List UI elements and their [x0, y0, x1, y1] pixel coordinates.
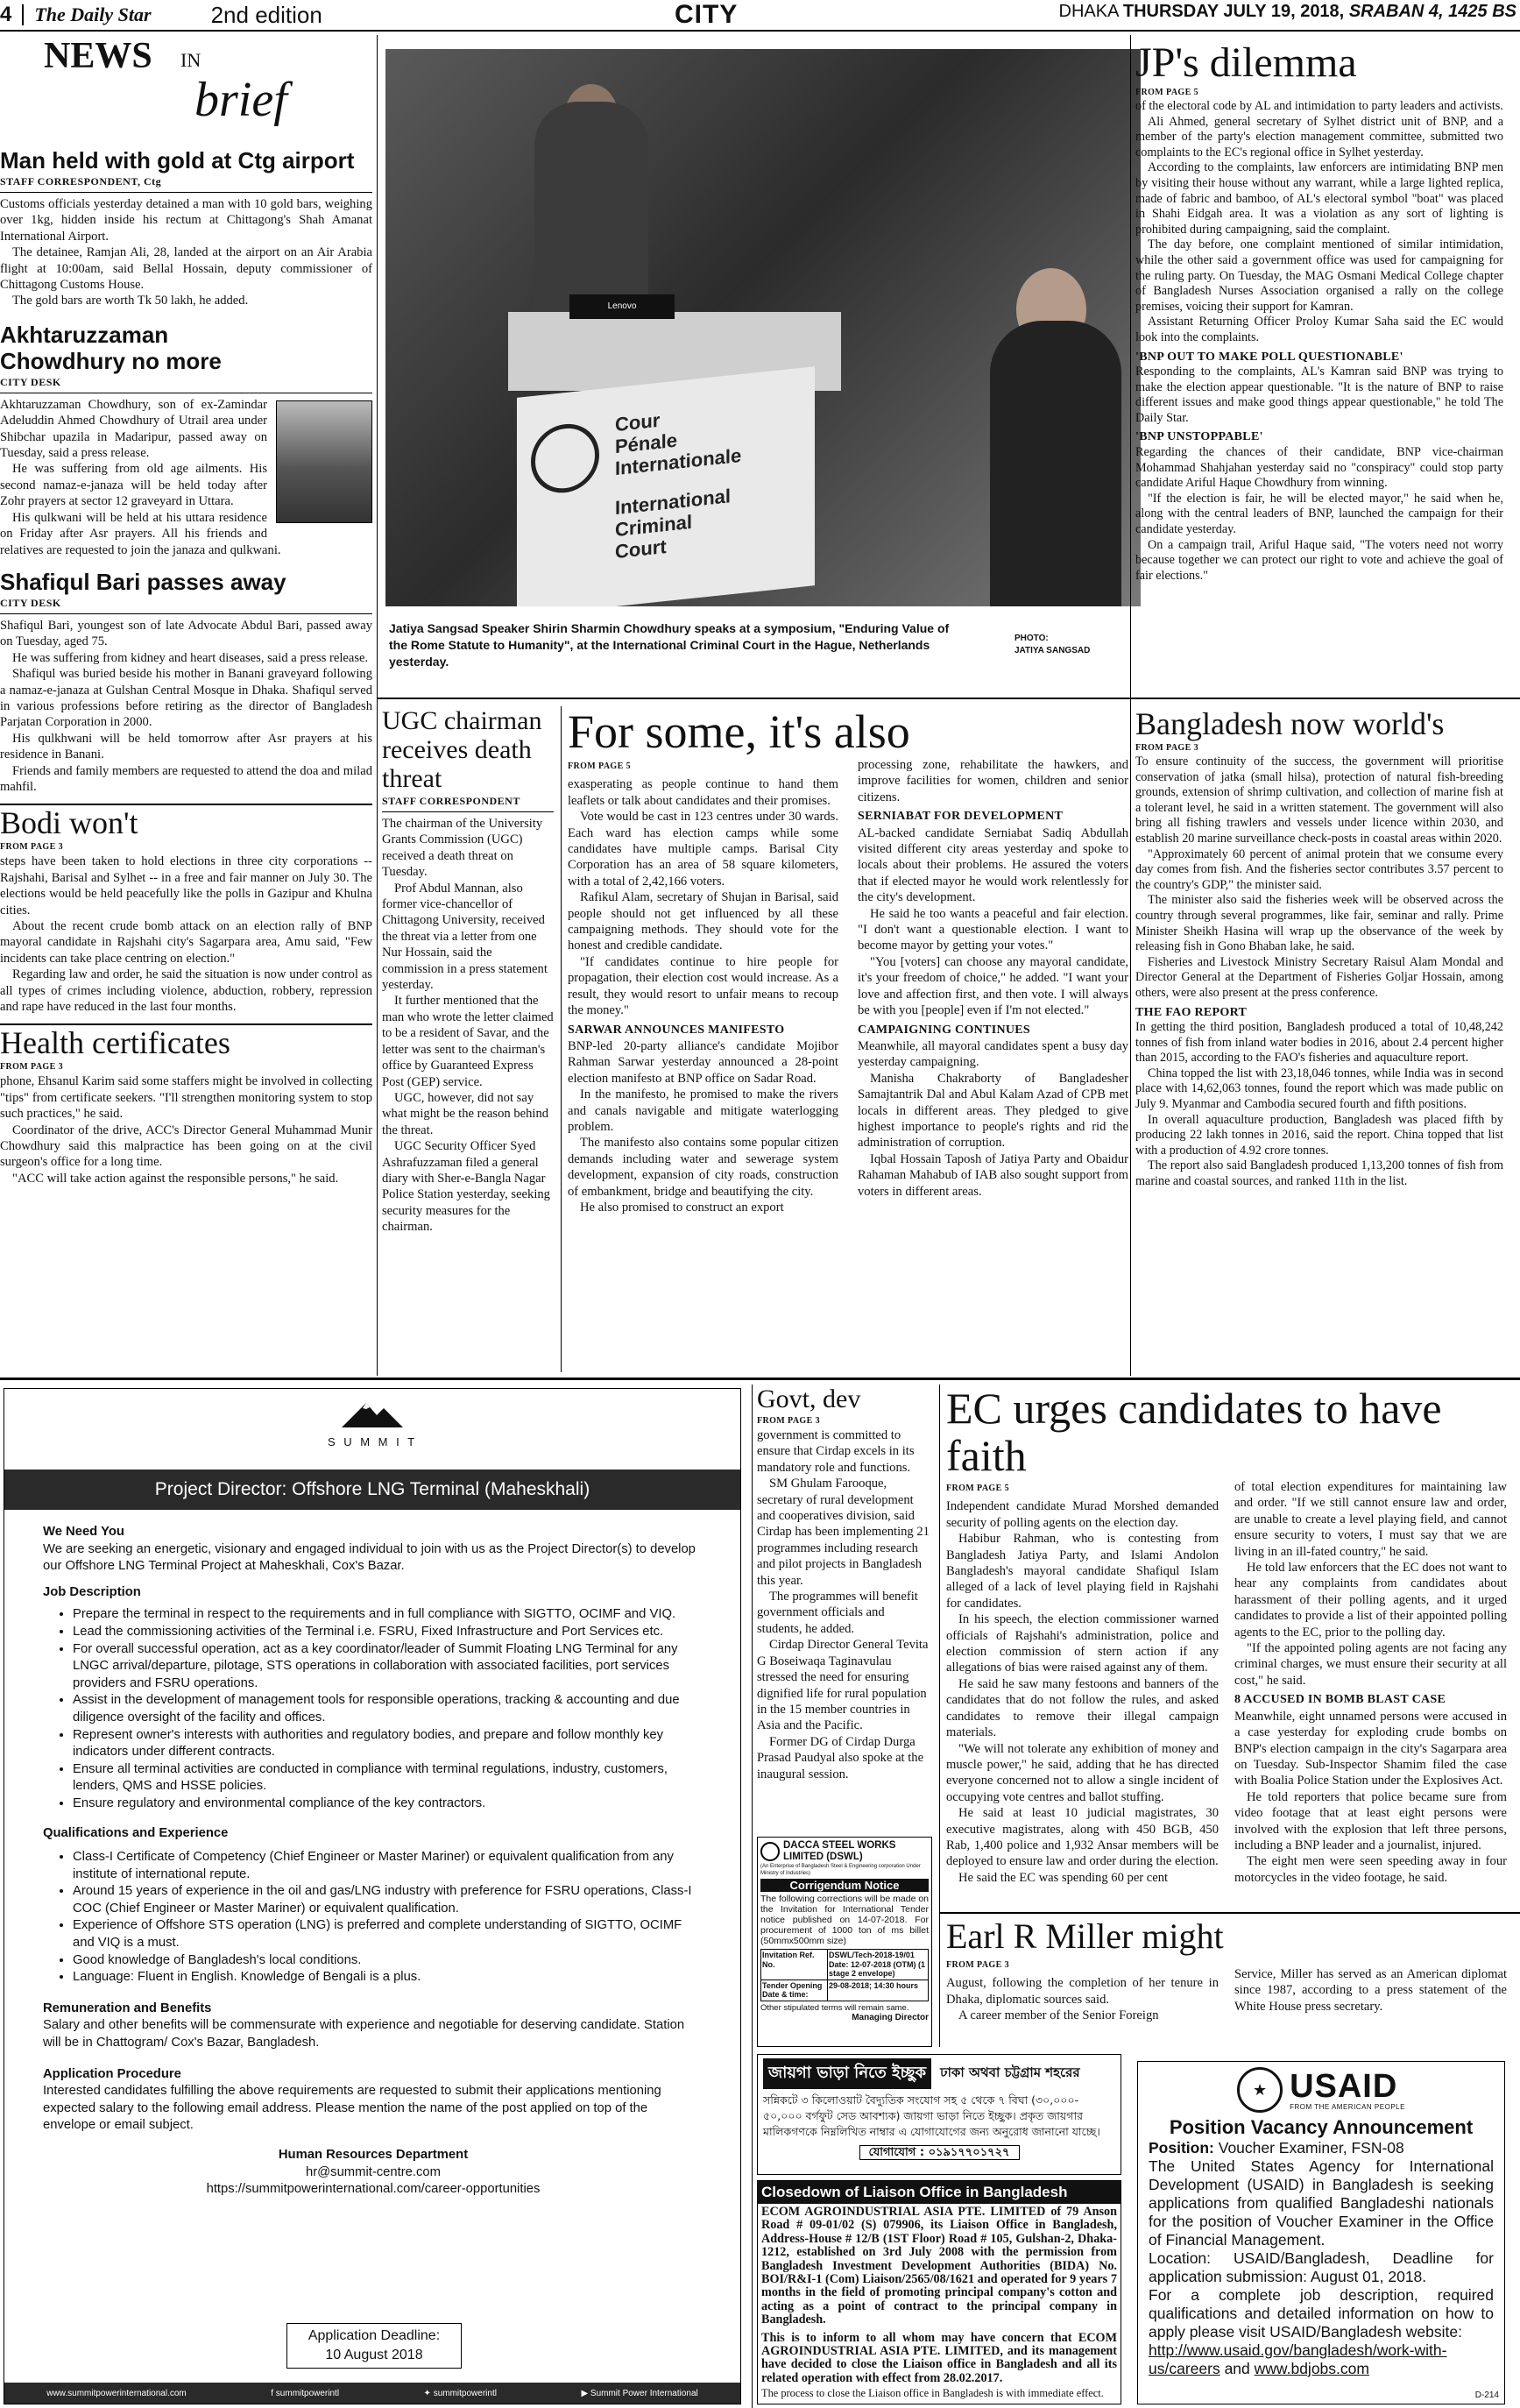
liaison-closedown-ad — [757, 2180, 1121, 2404]
land-rent-line: মালিকগণকে নিম্নলিখিত নাম্বার এ যোগাযোগের জন্য অনুরোধ জানানো যাচ্ছে। — [763, 2125, 1100, 2138]
summit-wordmark: S U M M I T — [327, 1435, 418, 1448]
ec-headline: EC urges candidates to have faith — [946, 1385, 1442, 1480]
paragraph: AL-backed candidate Serniabat Sadiq Abdullah visited different city areas yesterday and spoke to locals about their problems. He assured the voters that if elected mayor he would work relentlessly for the city's development. — [858, 825, 1128, 905]
for-some-col-2 — [858, 757, 1128, 1215]
subhead: 8 ACCUSED IN BOMB BLAST CASE — [1234, 1693, 1446, 1707]
dswl-row-date — [760, 1980, 929, 2001]
liaison-title: Closedown of Liaison Office in Bangladesh — [758, 2181, 1121, 2204]
usaid-title: Position Vacancy Announcement — [1169, 2116, 1474, 2138]
section-rule — [940, 1912, 1520, 1914]
paragraph: He told law enforcers that the EC does not want to hear any complaints from candidates about harassment of their polling agents, and it urged candidates to provide a list of their appointed polling agents to the EC, prior to the polling day. — [1234, 1561, 1507, 1640]
ec-columns — [946, 1479, 1507, 1886]
usaid-body — [1149, 2139, 1494, 2378]
list-item: • Lead the commissioning activities of the Terminal i.e. FSRU, Fixed Infrastructure and Port Services etc. — [73, 1624, 703, 1641]
list-item: • Represent owner's interests with authorities and regulatory bodies, and prepare and follow monthly key indicators under different contracts. — [73, 1727, 703, 1761]
jp-from-page: FROM PAGE 5 — [1135, 88, 1198, 97]
brief-1-headline: Man held with gold at Ctg airport — [0, 147, 355, 174]
paragraph: In the manifesto, he promised to make the rivers and canals navigable and mitigate waterlogging problem. — [568, 1087, 838, 1134]
health-body — [0, 1073, 372, 1186]
summit-job-ad — [4, 1388, 741, 2404]
paragraph: The eight men were seen speeding away in four motorcycles in the video footage, he said. — [1234, 1854, 1507, 1885]
paragraph: government is committed to ensure that Cirdap excels in its mandatory role and functions. — [757, 1428, 915, 1475]
dswl-ref-value: DSWL/Tech-2018-19/01 Date: 12-07-2018 (OTM) (1 stage 2 envelope) — [829, 1951, 926, 1978]
date: THURSDAY JULY 19, 2018, — [1122, 2, 1345, 21]
paragraph: Manisha Chakraborty of Bangladesher Samajtantrik Dal and Abul Kalam Azad of CPB met locals in different areas. They pledged to give highest importance to people's rights and rid the administration of corruption. — [858, 1071, 1128, 1151]
ugc-body — [382, 816, 554, 1236]
masthead-left — [0, 0, 377, 30]
paragraph: of the electoral code by AL and intimidation to party leaders and activists. — [1135, 99, 1503, 113]
bangladesh-from-page: FROM PAGE 3 — [1135, 743, 1198, 753]
govt-from-page: FROM PAGE 3 — [757, 1416, 820, 1426]
paragraph: For a complete job description, required qualifications and detailed information on how to apply please visit USAID/Bangladesh website: — [1149, 2286, 1494, 2341]
paragraph: In overall aquaculture production, Bangladesh was placed fifth by producing 22 lakh tonnes in 2016, said the report. China topped that list with a production of 4.92 crore tonnes. — [1135, 1112, 1503, 1158]
usaid-seal-icon: ★ — [1237, 2067, 1283, 2113]
usaid-wordmark: USAID — [1290, 2067, 1398, 2105]
obituary-photo — [276, 400, 372, 523]
land-rent-line: ৫০,০০০ বর্গফুট সেড আবশ্যক) জায়গা ভাড়া নিতে ইচ্ছুক। প্রকৃত জায়গার — [763, 2109, 1083, 2122]
govt-headline: Govt, dev — [757, 1385, 861, 1413]
paragraph: He also promised to construct an export — [580, 1200, 784, 1215]
sign-text-english: International Criminal Court — [615, 485, 732, 563]
news-in-brief-column — [0, 35, 372, 1376]
list-item: • Ensure all terminal activities are conducted in compliance with terminal regulations, industry, customers, lenders, QMS and HSSE policies. — [73, 1761, 703, 1795]
paragraph: He told reporters that police became sure from video footage that at least eight persons were involved with the explosion that left three persons, including a BNP leader and a journalist, injured. — [1234, 1789, 1507, 1852]
rule — [0, 613, 372, 614]
deadline-box — [286, 2323, 462, 2369]
rule — [0, 192, 372, 193]
land-rent-body — [763, 2093, 1115, 2140]
paragraph: Coordinator of the drive, ACC's Director General Muhammad Munir Chowdhury said this malpractice has been going on at the civil surgeon's office for a long time. — [0, 1123, 372, 1170]
paragraph: Interested candidates fulfilling the above requirements are requested to submit their applications mentioning expected salary to the following email address. Please mention the name of the post applied on top of the envelope or email subject. — [43, 2084, 661, 2133]
health-from-page: FROM PAGE 3 — [0, 1062, 63, 1073]
jp-body — [1135, 99, 1503, 584]
position-value: Voucher Examiner, FSN-08 — [1218, 2139, 1404, 2157]
qual-list — [43, 1849, 703, 1987]
paragraph: BNP-led 20-party alliance's candidate Mojibor Rahman Sarwar yesterday announced a 28-point election manifesto at BNP office on Sadar Road. — [568, 1038, 838, 1086]
dswl-tagline: (An Enterprise of Bangladesh Steel & Engineering corporation Under Ministry of Industries) — [760, 1864, 921, 1876]
subhead: SARWAR ANNOUNCES MANIFESTO — [568, 1023, 785, 1037]
land-rent-phone[interactable]: যোগাযোগ : ০১৯১৭৭০১৭২৭ — [859, 2145, 1020, 2160]
earl-col-2 — [1234, 1956, 1507, 2024]
health-headline: Health certificates — [0, 1025, 230, 1061]
brief-3-byline: CITY DESK — [0, 596, 61, 609]
brief-2-byline: CITY DESK — [0, 375, 61, 388]
paragraph: Prof Abdul Mannan, also former vice-chancellor of Chittagong University, received the threat via a letter from one Nur Hossain, said the commission in a press statement yesterday. — [382, 881, 548, 993]
job-list — [43, 1606, 703, 1812]
jp-dilemma-article — [1135, 40, 1503, 689]
rule — [0, 1023, 372, 1025]
paragraph: We are seeking an energetic, visionary and engaged individual to join with us as the Project Director(s) to develop our Offshore LNG Terminal Project at Maheskhali, Cox's Bazar. — [43, 1541, 696, 1574]
govt-body — [757, 1427, 932, 1782]
brief-3-headline: Shafiqul Bari passes away — [0, 568, 286, 595]
paragraph: August, following the completion of her tenure in Dhaka, diplomatic sources said. — [946, 1976, 1219, 2007]
laptop: Lenovo — [569, 294, 675, 319]
paragraph: Rafikul Alam, secretary of Shujan in Barisal, said people should not get influenced by all these campaigning methods. They should vote for the honest and credible candidate. — [568, 890, 838, 953]
ec-urges-article — [946, 1385, 1507, 1910]
ugc-article — [382, 706, 554, 1372]
paper-name: The Daily Star — [34, 4, 152, 25]
dswl-company: DACCA STEEL WORKS LIMITED (DSWL) — [783, 1840, 896, 1862]
paragraph: Vote would be cast in 123 centres under 30 wards. Each ward has election camps while some candidates have multiple camps. Barisal City Corporation has an area of 58 square kilometers, with a total of 2,42,166 voters. — [568, 810, 838, 889]
paragraph: The report also said Bangladesh produced 1,13,200 tonnes of fish from marine and coastal sources, and ranked 11th in the list. — [1135, 1158, 1503, 1189]
column-rule — [752, 1385, 753, 2408]
list-item: • Prepare the terminal in respect to the requirements and in full compliance with SIGTTO, OCIMF and VIQ. — [73, 1606, 703, 1624]
land-rent-city: ঢাকা অথবা চট্টগ্রাম শহরের — [940, 2065, 1080, 2080]
usaid-url[interactable]: http://www.usaid.gov/bangladesh/work-with-us/careers — [1149, 2341, 1447, 2377]
paragraph: The detainee, Ramjan Ali, 28, landed at the airport on an Air Arabia flight at 10:00am, said Bellal Hossain, deputy commissioner of Chittagong Customs House. — [0, 245, 372, 293]
paragraph: steps have been taken to hold elections in three city corporations -- Rajshahi, Barisal and Sylhet -- in a free and fair manner on July 30. The elections would be held peacefully like the polls in Gazipur and Khulna cities. — [0, 854, 372, 917]
paragraph: Habibur Rahman, who is contesting from Bangladesh Jatiya Party, and Islami Andolon Bangladesh's mayoral candidate Shafiqul Islam alleged of a lack of level playing field in Rajshahi for candidates. — [946, 1532, 1219, 1611]
section-heading: Qualifications and Experience — [43, 1825, 229, 1840]
news-in-brief-title — [0, 35, 372, 140]
footer-facebook-handle: summitpowerintl — [275, 2388, 340, 2398]
bangladesh-now-article — [1135, 706, 1503, 1372]
paragraph: This is to inform to all whom may have concern that ECOM AGROINDUSTRIAL ASIA PTE. LIMITED, and its management have decided to close the Liaison office in Bangladesh and all its related operation with effect from 28.02.2017. — [761, 2330, 1117, 2385]
man-body — [990, 321, 1121, 606]
paragraph: He said he saw many festoons and banners of the candidates that do not follow the rules, and asked candidates to remove their illegal campaign materials. — [946, 1676, 1219, 1740]
subhead: CAMPAIGNING CONTINUES — [858, 1023, 1030, 1037]
hr-email[interactable]: hr@summit-centre.com — [306, 2164, 441, 2179]
paragraph: "We will not tolerate any exhibition of money and muscle power," he said, adding that he has directed everyone concerned not to allow a single incident of occupying vote centres and ballot stuffing. — [946, 1741, 1219, 1804]
subhead: THE FAO REPORT — [1135, 1005, 1248, 1019]
list-item: • Around 15 years of experience in the oil and gas/LNG industry with preference for FSRU operations, Class-I COC (Chief Engineer or Master Mariner) or equivalent qualification. — [73, 1883, 703, 1917]
paragraph: Friends and family members are requested to attend the doa and milad mahfil. — [0, 763, 372, 794]
from-page: FROM PAGE 3 — [946, 1960, 1009, 1970]
brief-2-body-wrap — [0, 397, 372, 558]
section-heading: Application Procedure — [43, 2066, 181, 2081]
masthead-date — [1059, 2, 1517, 22]
paragraph: Assistant Returning Officer Proloy Kumar Saha said the EC would look into the complaints. — [1135, 315, 1503, 344]
credit-label: PHOTO: — [1015, 634, 1049, 643]
dswl-date-value: 29-08-2018; 14:30 hours — [829, 1980, 919, 1990]
section-heading: Remuneration and Benefits — [43, 2001, 212, 2015]
paragraph: His qulkhwani will be held tomorrow after Asr prayers at his residence in Banani. — [0, 731, 372, 762]
subhead: SERNIABAT FOR DEVELOPMENT — [858, 810, 1064, 824]
subhead: 'BNP OUT TO MAKE POLL QUESTIONABLE' — [1135, 350, 1403, 364]
paragraph: SM Ghulam Farooque, secretary of rural development and cooperatives division, said Cirdap has been implementing 21 programmes including research and pilot projects in Bangladesh this year. — [757, 1477, 930, 1588]
divider — [22, 4, 24, 25]
govt-dev-article — [757, 1385, 932, 1831]
title-in: IN — [180, 49, 201, 71]
paragraph: "If the appointed poling agents are not facing any criminal charges, we must ensure their security at all cost," he said. — [1234, 1641, 1507, 1688]
twitter-icon: ✦ — [423, 2388, 434, 2398]
liaison-body — [758, 2204, 1121, 2403]
paragraph: Shafiqul Bari, youngest son of late Advocate Abdul Bari, passed away on Tuesday, aged 75. — [0, 618, 372, 649]
paragraph: The day before, one complaint mentioned of similar intimidation, while the other said a government office was used for campaigning for the ruling party. On Tuesday, the MAG Osmani Medical College chapter of Bangladesh Nurses Association organised a rally on the college premises, voicing their support for Kamran. — [1135, 237, 1503, 314]
brief-1-byline: STAFF CORRESPONDENT, Ctg — [0, 175, 162, 188]
paragraph: "Approximately 60 percent of animal protein that we consume every day comes from fish. And the fisheries sector contributes 3.57 percent to the country's GDP," the minister said. — [1135, 846, 1503, 892]
list-item: • Experience of Offshore STS operation (LNG) is preferred and complete understanding of SIGTTO, OCIMF and VIQ is a must. — [73, 1917, 703, 1951]
bangladesh-headline: Bangladesh now world's — [1135, 706, 1445, 741]
brief-2-headline: Akhtaruzzaman Chowdhury no more — [0, 321, 222, 374]
rule — [382, 811, 554, 812]
ec-col-1 — [946, 1479, 1219, 1886]
for-some-headline: For some, it's also — [568, 706, 910, 758]
dswl-date-key: Tender Opening Date & time: — [761, 1980, 828, 2001]
subhead: 'BNP UNSTOPPABLE' — [1135, 430, 1263, 444]
bdjobs-url[interactable]: www.bdjobs.com — [1254, 2360, 1369, 2377]
paragraph: The United States Agency for International Development (USAID) in Bangladesh is seeking applications from qualified Bangladeshi nationals for the position of Voucher Examiner in the Office of Financial Management. — [1149, 2157, 1494, 2249]
brief-1-body — [0, 196, 372, 309]
ugc-headline: UGC chairman receives death threat — [382, 706, 542, 793]
paragraph: About the recent crude bomb attack on an election rally of BNP mayoral candidate in Rajshahi city's Sagarpara area, Amu said, "Few incidents can take place centring on election." — [0, 919, 372, 966]
fold-rule — [0, 1378, 1520, 1380]
section-rule — [378, 698, 1520, 699]
bodi-from-page: FROM PAGE 3 — [0, 842, 63, 853]
dswl-ref-key: Invitation Ref. No. — [761, 1950, 828, 1980]
footer-youtube-name: Summit Power International — [590, 2388, 698, 2398]
earl-col-1 — [946, 1956, 1219, 2024]
dswl-header — [760, 1840, 929, 1863]
news-photo — [385, 49, 1141, 606]
bangladesh-body — [1135, 754, 1503, 1190]
paragraph: It further mentioned that the man who wrote the letter claimed to be a resident of Savar, and the letter was sent to the chairman's office by Guaranteed Express Post (GEP) service. — [382, 994, 554, 1089]
paragraph: The programmes will benefit government officials and students, he added. — [757, 1590, 918, 1636]
paragraph: His qulkwani will be held at his uttara residence on Friday after Asr prayers. All his friends and relatives are requested to join the janaza and qulkwani. — [0, 510, 281, 557]
paragraph: Independent candidate Murad Morshed demanded security of polling agents on the election day. — [946, 1499, 1219, 1530]
paragraph: The gold bars are worth Tk 50 lakh, he added. — [12, 294, 249, 308]
paragraph: "ACC will take action against the responsible persons," he said. — [12, 1171, 339, 1186]
list-item: • For overall successful operation, act as a key coordinator/leader of Summit Floating LNG Terminal for any LNGC arrival/departure, pilotage, STS operations in collaboration with associated facilities, port services providers and FSRU operations. — [73, 1641, 703, 1693]
masthead-rule — [0, 30, 1520, 32]
paragraph: "You [voters] can choose any mayoral candidate, it's your freedom of choice," he added. "I want your love and affection first, and then vote. I will always be with you [people] even if I'm not elected." — [858, 954, 1128, 1018]
career-url[interactable]: https://summitpowerinternational.com/career-opportunities — [206, 2182, 541, 2197]
usaid-logo — [1149, 2067, 1494, 2113]
position-label: Position: — [1149, 2139, 1214, 2157]
dswl-logo-icon — [760, 1842, 780, 1861]
land-rent-title: জায়গা ভাড়া নিতে ইচ্ছুক — [763, 2058, 931, 2089]
paragraph: To ensure continuity of the success, the government will prioritise conservation of jatka (small hilsa), protection of natural fish-breeding grounds, extension of shrimp cultivation, and collection of marine fish at a tolerant level, he said in a written statement. The government will also bring all fishing trawlers and vessels under licence within 2030, and establish 20 marine surveillance check-posts in coastal areas within 2020. — [1135, 754, 1503, 846]
summit-footer — [4, 2383, 740, 2404]
section-heading: Job Description — [43, 1584, 141, 1599]
for-some-article — [568, 706, 1128, 1372]
paragraph: Fisheries and Livestock Ministry Secretary Raisul Alam Mondal and Director General at the Department of Fisheries Goljar Hossain, among others, were also present at the press conference. — [1135, 954, 1503, 1000]
ad-code: D-214 — [1474, 2390, 1499, 2400]
list-item: • Ensure regulatory and environmental compliance of the key contractors. — [73, 1795, 703, 1813]
paragraph: "If the election is fair, he will be elected mayor," he said when he, along with the central leaders of BNP, launched the campaign for their candidate yesterday. — [1135, 491, 1503, 537]
for-some-col-1 — [568, 757, 838, 1215]
date-bangla: SRABAN 4, 1425 BS — [1348, 2, 1516, 21]
usaid-vacancy-ad — [1137, 2061, 1505, 2404]
paragraph: UGC, however, did not say what might be the reason behind the threat. — [382, 1090, 549, 1137]
paragraph: The manifesto also contains some popular citizen demands including water and sewerage system development, expansion of city roads, construction of embankment, bridge and beautifying the city. — [568, 1136, 838, 1199]
dswl-row-ref — [760, 1949, 929, 1980]
paragraph: The chairman of the University Grants Commission (UGC) received a death threat on Tuesday. — [382, 817, 543, 880]
paragraph: On a campaign trail, Ariful Haque said, "The voters need not worry because together we can protect our right to vote and achieve the goal of fair elections." — [1135, 537, 1503, 583]
icc-sign — [517, 366, 815, 606]
column-rule — [377, 35, 378, 1376]
dswl-other: Other stipulated terms will remain same. — [760, 2002, 909, 2013]
photo-caption: Jatiya Sangsad Speaker Shirin Sharmin Chowdhury speaks at a symposium, "Enduring Value of the Rome Statute to Humanity", at the International Criminal Court in the Hague, Netherlands yesterday. — [389, 621, 950, 669]
footer-twitter-handle: summitpowerintl — [433, 2388, 497, 2398]
paragraph: UGC Security Officer Syed Ashrafuzzaman filed a general diary with Sher-e-Bangla Nagar Police Station yesterday, seeking security measures for the chairman. — [382, 1139, 550, 1235]
column-rule — [939, 1385, 940, 2047]
paragraph: Shafiqul was buried beside his mother in Banani graveyard following a namaz-e-janaza at Gulshan Central Mosque in Dhaka. Shafiqul served in various professions before retiring as the director of Bangladesh Parjatan Corporation in 2000. — [0, 667, 372, 730]
paragraph: Former DG of Cirdap Durga Prasad Paudyal also spoke at the inaugural session. — [757, 1734, 924, 1781]
land-rent-header — [763, 2058, 1115, 2089]
dswl-sign: Managing Director — [852, 2012, 929, 2022]
paragraph: He was suffering from old age ailments. His second namaz-e-janaza will be held today after Zohr prayers at sector 12 graveyard in Uttara. — [0, 462, 267, 509]
credit-name: JATIYA SANGSAD — [1015, 646, 1091, 655]
hr-contact — [43, 2147, 703, 2199]
list-item: • Class-I Certificate of Competency (Chief Engineer or Master Mariner) or equivalent qualification from any institute of international repute. — [73, 1849, 703, 1883]
paragraph: exasperating as people continue to hand them leaflets or talk about candidates and their promises. — [568, 777, 838, 808]
paragraph: A career member of the Senior Foreign — [958, 2008, 1159, 2023]
usaid-tagline: FROM THE AMERICAN PEOPLE — [1290, 2102, 1405, 2111]
paragraph: In getting the third position, Bangladesh produced a total of 10,48,242 tonnes of fish from inland water bodies in 2016, about 2.4 percent higher than 2015, according to the FAO's fisheries and aquaculture report. — [1135, 1020, 1503, 1066]
paragraph: Iqbal Hossain Taposh of Jatiya Party and Obaidur Rahaman Mahabub of IAB also sought support from voters in different areas. — [858, 1151, 1128, 1199]
summit-logo — [4, 1389, 740, 1470]
summit-title: Project Director: Offshore LNG Terminal (Maheskhali) — [4, 1470, 740, 1510]
paragraph: Meanwhile, eight unnamed persons were accused in a case yesterday for exploding crude bombs on BNP's election campaign in the city's Sagarpara area on Tuesday. Sub-Inspector Shamim filed the case with Boalia Police Station under the Explosives Act. — [1234, 1709, 1507, 1788]
dswl-title: Corrigendum Notice — [760, 1879, 929, 1892]
footer-youtube[interactable] — [581, 2389, 697, 2398]
title-brief: brief — [194, 73, 287, 127]
paragraph: processing zone, rehabilitate the hawkers, and improve facilities for women, children and senior citizens. — [858, 758, 1128, 804]
paragraph: The process to close the Liaison office in Bangladesh is with immediate effect. — [761, 2387, 1104, 2400]
paragraph: ECOM AGROINDUSTRIAL ASIA PTE. LIMITED of 79 Anson Road # 09-01/02 (S) 079906, its Liaison Office in Bangladesh, Address-House # 12/B (1ST Floor) Road # 105, Gulshan-2, Dhaka-1212, established on 3rd July 2008 with the permission from Bangladesh Investment Development Authorities (BIDA) No. BOI/R&I-1 (Com) Liaison/2565/08/1621 and operated for 9 years 7 months in the field of promoting principal company's cotton and acting as a point of contract to the principal company in Bangladesh. — [761, 2205, 1117, 2327]
deadline-label: Application Deadline: — [308, 2328, 441, 2343]
column-rule — [1130, 35, 1131, 1376]
mountain-icon — [342, 1401, 403, 1427]
footer-twitter[interactable] — [424, 2389, 497, 2398]
paragraph: Responding to the complaints, AL's Kamran said BNP was trying to make the election appear questionable. "It is the nature of BNP to raise different issues and make good things appear questionable," he told The Daily Star. — [1135, 365, 1503, 425]
edition: 2nd edition — [210, 1, 322, 28]
bodi-body — [0, 853, 372, 1015]
ugc-byline: STAFF CORRESPONDENT — [382, 795, 520, 807]
title-news: NEWS — [44, 36, 152, 76]
paragraph: Ali Ahmed, general secretary of Sylhet district unit of BNP, and a member of the party's election management committee, submitted two complaints to the EC's regional office in Sylhet yesterday. — [1135, 114, 1503, 159]
deadline-date: 10 August 2018 — [325, 2348, 423, 2362]
land-rent-line: সন্নিকটে ৩ কিলোওয়াট বৈদ্যুতিক সংযোগ সহ ৫ থেকে ৭ বিঘা (৩০,০০০- — [763, 2093, 1079, 2107]
footer-facebook[interactable] — [271, 2389, 339, 2398]
jp-headline: JP's dilemma — [1135, 40, 1357, 86]
list-item: • Language: Fluent in English. Knowledge of Bengali is a plus. — [73, 1969, 703, 1987]
list-item: • Assist in the development of management tools for responsible operations, tracking & accounting and due diligence oversight of the facility and offices. — [73, 1692, 703, 1726]
youtube-icon: ▶ — [581, 2388, 590, 2398]
earl-columns — [946, 1956, 1507, 2024]
from-page: FROM PAGE 5 — [568, 761, 631, 771]
facebook-icon: f — [271, 2388, 276, 2398]
paragraph: China topped the list with 23,18,046 tonnes, while India was in second place with 14,62,063 tonnes, found the report which was made public on July 9. Myanmar and Cambodia secured fourth and fifth positions. — [1135, 1066, 1503, 1112]
summit-body — [4, 1510, 740, 2199]
sign-text-french: Cour Pénale Internationale — [615, 408, 742, 480]
paragraph: The minister also said the fisheries week will be observed across the country through several programmes, like fair, seminar and rally. Prime Minister Sheikh Hasina will wrap up the observance of the week by releasing fish in Gono Bhaban lake, he said. — [1135, 893, 1503, 954]
and-text: and — [1224, 2360, 1250, 2377]
ec-col-2 — [1234, 1479, 1507, 1886]
paragraph: Cirdap Director General Tevita G Boseiwaqa Taginavulau stressed the need for ensuring dignified life for rural population in the 15 member countries in Asia and the Pacific. — [757, 1638, 929, 1733]
dswl-text: The following corrections will be made on the Invitation for International Tender notice published on 14-07-2018. For procurement of 1000 ton of ms billet (50mmx500mm size) — [760, 1894, 930, 1946]
paragraph: phone, Ehsanul Karim said some staffers might be involved in collecting "tips" from certificate seekers. "I'll strengthen monitoring system to stop such practices," he said. — [0, 1074, 372, 1122]
photo-credit — [1015, 633, 1137, 657]
land-rent-ad — [757, 2054, 1121, 2175]
paragraph: "If candidates continue to hire people for propagation, their election cost would increase. As a result, they would resort to unfair means to recoup the money." — [568, 954, 838, 1018]
paragraph: Regarding the chances of their candidate, BNP vice-chairman Mohammad Shahjahan yesterday said no "conspiracy" could stop party candidate Ariful Haque Chowdhury from winning. — [1135, 445, 1503, 491]
paragraph: Service, Miller has served as an American diplomat since 1987, according to a press statement of the White House press secretary. — [1234, 1967, 1507, 2014]
paragraph: Customs officials yesterday detained a man with 10 gold bars, weighing over 1kg, hidden inside his rectum at Chittagong's Shah Amanat International Airport. — [0, 197, 372, 244]
paragraph: Akhtaruzzaman Chowdhury, son of ex-Zamindar Adeluddin Ahmed Chowdhury of Utrail area under Shibchar upazila in Madaripur, passed away on Tuesday, said a press release. — [0, 397, 267, 461]
from-page: FROM PAGE 5 — [946, 1484, 1009, 1493]
rule — [0, 804, 372, 805]
earl-miller-article — [946, 1917, 1507, 2047]
dswl-ad — [757, 1837, 932, 2047]
section-name: CITY — [675, 0, 739, 29]
paragraph: Salary and other benefits will be commensurate with experience and negotiable for deserving candidate. Station will be in Chattogram/ Cox's Bazar, Bangladesh. — [43, 2018, 685, 2050]
bodi-headline: Bodi won't — [0, 805, 138, 841]
paragraph: He said he too wants a peaceful and fair election. "I don't want a questionable election. I want to become mayor by getting your votes." — [858, 906, 1128, 953]
page-number: 4 — [0, 3, 12, 26]
column-rule — [561, 706, 562, 1372]
paragraph: Location: USAID/Bangladesh, Deadline for application submission: August 01, 2018. — [1149, 2249, 1494, 2285]
list-item: • Good knowledge of Bangladesh's local conditions. — [73, 1952, 703, 1970]
footer-website[interactable]: www.summitpowerinternational.com — [46, 2388, 187, 2398]
paragraph: In his speech, the election commissioner warned officials of Rajshahi's administration, police and election commission of stern action if any allegations of bias were raised against any of them. — [946, 1612, 1219, 1675]
paragraph: Regarding law and order, he said the situation is now under control as all types of crimes including violence, abduction, robbery, repression and rape have reduced in the last four months. — [0, 967, 372, 1015]
earl-headline: Earl R Miller might — [946, 1917, 1224, 1956]
paragraph: He said at least 10 judicial magistrates, 30 executive magistrates, along with 450 BGB, 450 Rab, 1,400 police and 1,932 Ansar members will be deployed to ensure law and order during the election. — [946, 1806, 1219, 1869]
icc-seal-icon — [531, 421, 599, 496]
brief-3-body — [0, 618, 372, 795]
paragraph: of total election expenditures for maintaining law and order. "If we still cannot ensure law and order, are unable to create a level playing field, and cannot ensure security to voters, I must say that we are living in an ill-fated country," he said. — [1234, 1480, 1507, 1559]
date-prefix: DHAKA — [1058, 2, 1119, 21]
for-some-columns — [568, 757, 1128, 1215]
paragraph: According to the complaints, law enforcers are intimidating BNP men by visiting their house without any warrant, while a large lighted replica, made of fabric and bamboo, of AL's electoral symbol "boat" was placed in Shahi Eidgah area. It was a violation as any sort of lighting is prohibited during campaigning, said the complaint. — [1135, 160, 1503, 237]
hr-department: Human Resources Department — [278, 2148, 469, 2162]
section-heading: We Need You — [43, 1525, 124, 1539]
paragraph: He was suffering from kidney and heart diseases, said a press release. — [12, 650, 369, 665]
paragraph: Meanwhile, all mayoral candidates spent a busy day yesterday campaigning. — [858, 1038, 1128, 1070]
paragraph: He said the EC was spending 60 per cent — [958, 1870, 1169, 1885]
